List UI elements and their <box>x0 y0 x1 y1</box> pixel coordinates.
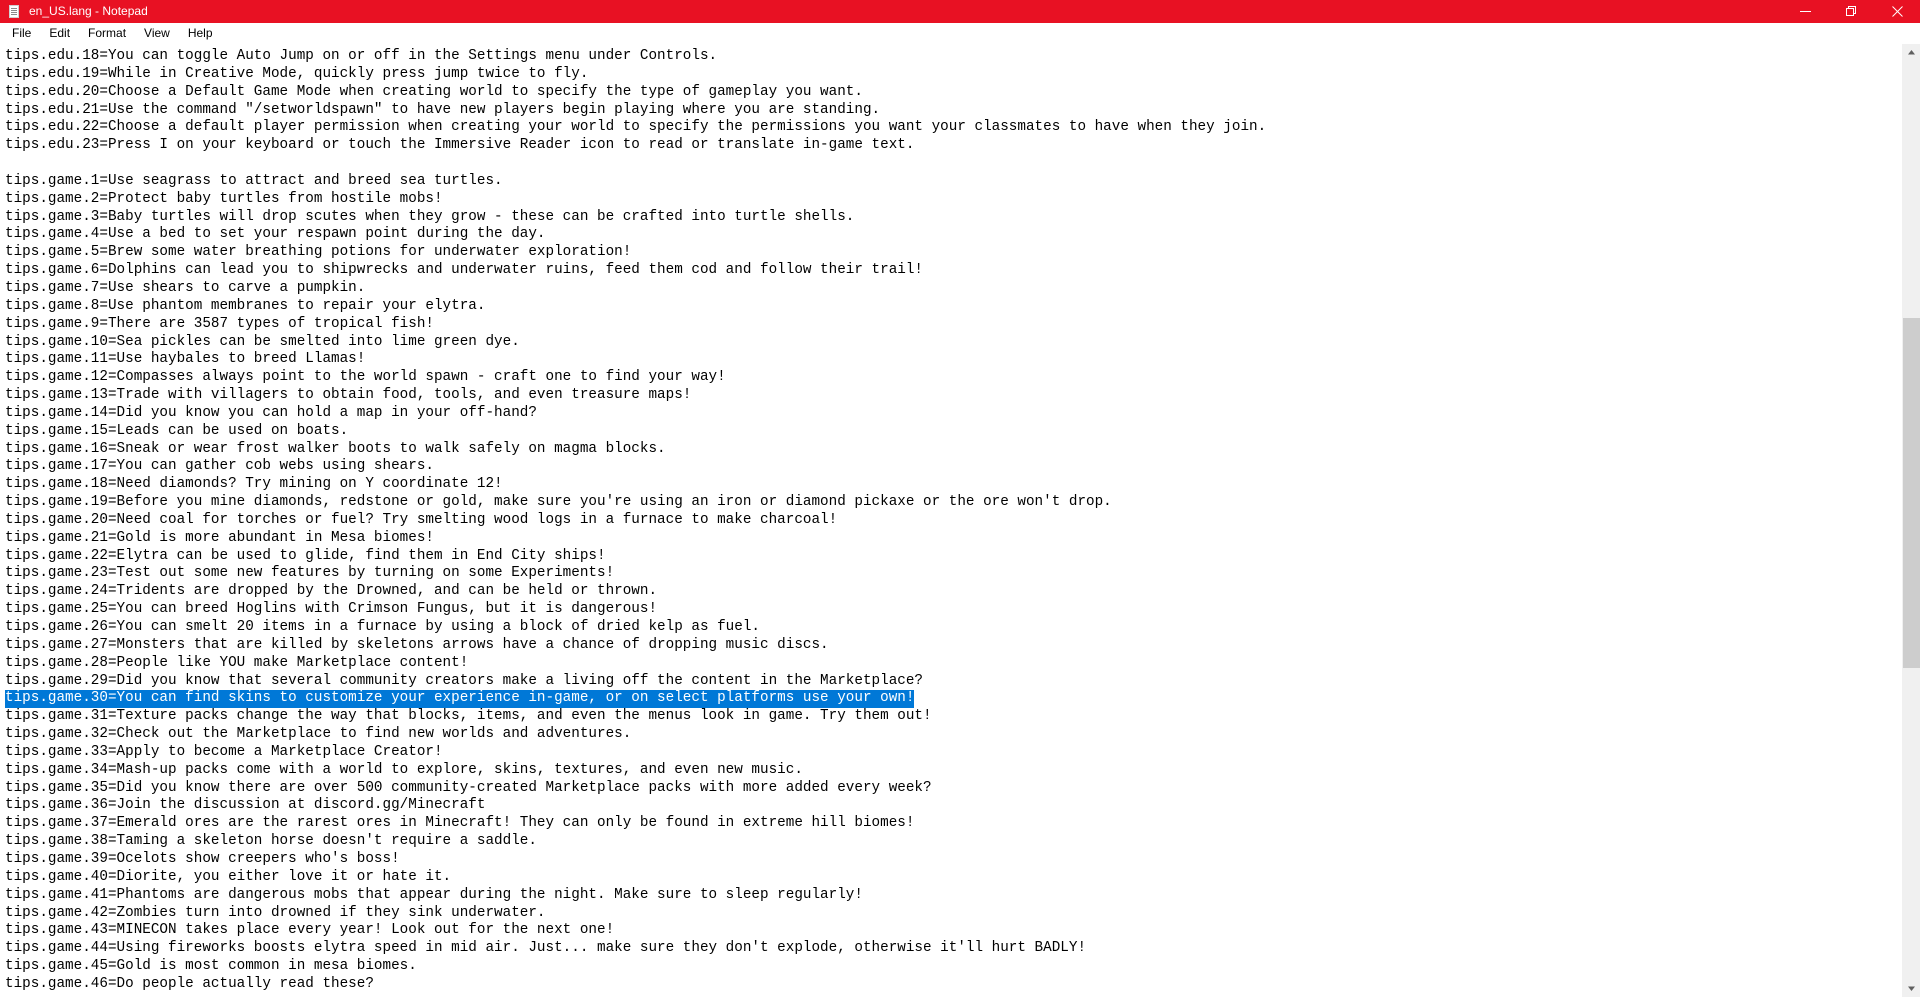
text-line: tips.game.21=Gold is more abundant in Mesa biomes! <box>5 529 434 546</box>
text-line: tips.game.40=Diorite, you either love it or hate it. <box>5 868 452 885</box>
notepad-document-icon <box>8 5 22 19</box>
text-line: tips.game.6=Dolphins can lead you to shipwrecks and underwater ruins, feed them cod and follow their trail! <box>5 262 924 279</box>
text-line: tips.game.9=There are 3587 types of tropical fish! <box>5 315 434 332</box>
text-line: tips.game.45=Gold is most common in mesa biomes. <box>5 958 417 975</box>
text-line: tips.game.4=Use a bed to set your respawn point during the day. <box>5 226 546 243</box>
menu-item-help[interactable]: Help <box>187 25 213 40</box>
title-bar <box>0 0 1920 23</box>
text-line: tips.game.44=Using fireworks boosts elytra speed in mid air. Just... make sure they don't explode, otherwise it'll hurt BADLY! <box>5 940 1087 957</box>
window-title: en_US.lang - Notepad <box>29 4 148 18</box>
text-line: tips.game.43=MINECON takes place every year! Look out for the next one! <box>5 922 615 939</box>
text-line <box>5 155 1902 173</box>
text-line: tips.game.15=Leads can be used on boats. <box>5 422 349 439</box>
menu-item-file[interactable]: File <box>12 25 32 40</box>
menu-bar <box>0 23 1920 44</box>
text-line: tips.game.14=Did you know you can hold a map in your off-hand? <box>5 404 537 421</box>
text-line: tips.game.25=You can breed Hoglins with Crimson Fungus, but it is dangerous! <box>5 601 658 618</box>
menu-item-view[interactable]: View <box>144 25 170 40</box>
text-line: tips.game.3=Baby turtles will drop scutes when they grow - these can be crafted into turtle shells. <box>5 208 855 225</box>
editor-area <box>0 44 1920 997</box>
text-line: tips.game.31=Texture packs change the way that blocks, items, and even the menus look in game. Try them out! <box>5 708 932 725</box>
text-line: tips.game.35=Did you know there are over 500 community-created Marketplace packs with more added every week? <box>5 779 932 796</box>
text-line: tips.game.29=Did you know that several community creators make a living off the content in the Marketplace? <box>5 672 924 689</box>
text-line: tips.game.10=Sea pickles can be smelted into lime green dye. <box>5 333 520 350</box>
text-line: tips.game.17=You can gather cob webs using shears. <box>5 458 434 475</box>
text-line: tips.game.18=Need diamonds? Try mining on Y coordinate 12! <box>5 476 503 493</box>
text-line: tips.game.16=Sneak or wear frost walker boots to walk safely on magma blocks. <box>5 440 666 457</box>
text-line <box>5 690 1902 708</box>
text-line: tips.game.39=Ocelots show creepers who's boss! <box>5 850 400 867</box>
text-line: tips.game.22=Elytra can be used to glide, find them in End City ships! <box>5 547 606 564</box>
scroll-up-icon[interactable] <box>1903 44 1920 61</box>
text-line: tips.game.27=Monsters that are killed by skeletons arrows have a chance of dropping music discs. <box>5 636 829 653</box>
text-line: tips.game.1=Use seagrass to attract and breed sea turtles. <box>5 172 503 189</box>
text-line: tips.game.2=Protect baby turtles from hostile mobs! <box>5 190 443 207</box>
title-bar-left <box>0 0 148 23</box>
text-line: tips.game.46=Do people actually read these? <box>5 975 374 992</box>
window-controls <box>1782 0 1920 23</box>
text-line: tips.game.11=Use haybales to breed Llamas! <box>5 351 366 368</box>
text-line: tips.game.28=People like YOU make Marketplace content! <box>5 654 469 671</box>
text-line: tips.game.38=Taming a skeleton horse doesn't require a saddle. <box>5 833 537 850</box>
text-line: tips.game.19=Before you mine diamonds, redstone or gold, make sure you're using an iron or diamond pickaxe or the ore won't drop. <box>5 494 1112 511</box>
text-editor[interactable] <box>0 44 1902 997</box>
text-line: tips.game.5=Brew some water breathing potions for underwater exploration! <box>5 244 632 261</box>
text-line: tips.edu.19=While in Creative Mode, quickly press jump twice to fly. <box>5 65 589 82</box>
text-line: tips.edu.20=Choose a Default Game Mode when creating world to specify the type of gameplay you want. <box>5 83 863 100</box>
text-line: tips.game.13=Trade with villagers to obtain food, tools, and even treasure maps! <box>5 387 692 404</box>
text-line: tips.edu.23=Press I on your keyboard or touch the Immersive Reader icon to read or translate in-game text. <box>5 137 915 154</box>
text-line: tips.game.12=Compasses always point to the world spawn - craft one to find your way! <box>5 369 726 386</box>
minimize-button[interactable] <box>1782 0 1828 23</box>
document-text[interactable] <box>5 48 1902 994</box>
text-line: tips.edu.18=You can toggle Auto Jump on or off in the Settings menu under Controls. <box>5 48 718 64</box>
scrollbar-track[interactable] <box>1903 61 1920 980</box>
close-button[interactable] <box>1874 0 1920 23</box>
text-line: tips.game.33=Apply to become a Marketplace Creator! <box>5 743 443 760</box>
text-line: tips.game.8=Use phantom membranes to repair your elytra. <box>5 297 486 314</box>
text-line: tips.edu.21=Use the command "/setworldspawn" to have new players begin playing where you are standing. <box>5 101 881 118</box>
text-line: tips.game.7=Use shears to carve a pumpkin. <box>5 279 366 296</box>
text-line: tips.game.20=Need coal for torches or fuel? Try smelting wood logs in a furnace to make charcoal! <box>5 511 838 528</box>
text-line: tips.game.41=Phantoms are dangerous mobs that appear during the night. Make sure to sleep regularly! <box>5 886 863 903</box>
text-line: tips.game.37=Emerald ores are the rarest ores in Minecraft! They can only be found in extreme hill biomes! <box>5 815 915 832</box>
text-line: tips.game.23=Test out some new features by turning on some Experiments! <box>5 565 615 582</box>
selected-text: tips.game.30=You can find skins to customize your experience in-game, or on select platforms use your own! <box>5 690 915 707</box>
maximize-restore-button[interactable] <box>1828 0 1874 23</box>
menu-item-format[interactable]: Format <box>88 25 127 40</box>
text-line: tips.game.26=You can smelt 20 items in a furnace by using a block of dried kelp as fuel. <box>5 619 760 635</box>
text-line: tips.game.42=Zombies turn into drowned if they sink underwater. <box>5 904 546 921</box>
text-line: tips.edu.22=Choose a default player permission when creating your world to specify the permissions you want your classmates to have when they join. <box>5 119 1267 136</box>
text-line: tips.game.34=Mash-up packs come with a world to explore, skins, textures, and even new music. <box>5 761 803 778</box>
text-line: tips.game.24=Tridents are dropped by the Drowned, and can be held or thrown. <box>5 583 658 600</box>
text-line: tips.game.36=Join the discussion at discord.gg/Minecraft <box>5 797 486 814</box>
scroll-down-icon[interactable] <box>1903 980 1920 997</box>
vertical-scrollbar[interactable] <box>1902 44 1920 997</box>
text-line: tips.game.32=Check out the Marketplace to find new worlds and adventures. <box>5 726 632 743</box>
scrollbar-thumb[interactable] <box>1903 318 1920 667</box>
menu-item-edit[interactable]: Edit <box>49 25 71 40</box>
